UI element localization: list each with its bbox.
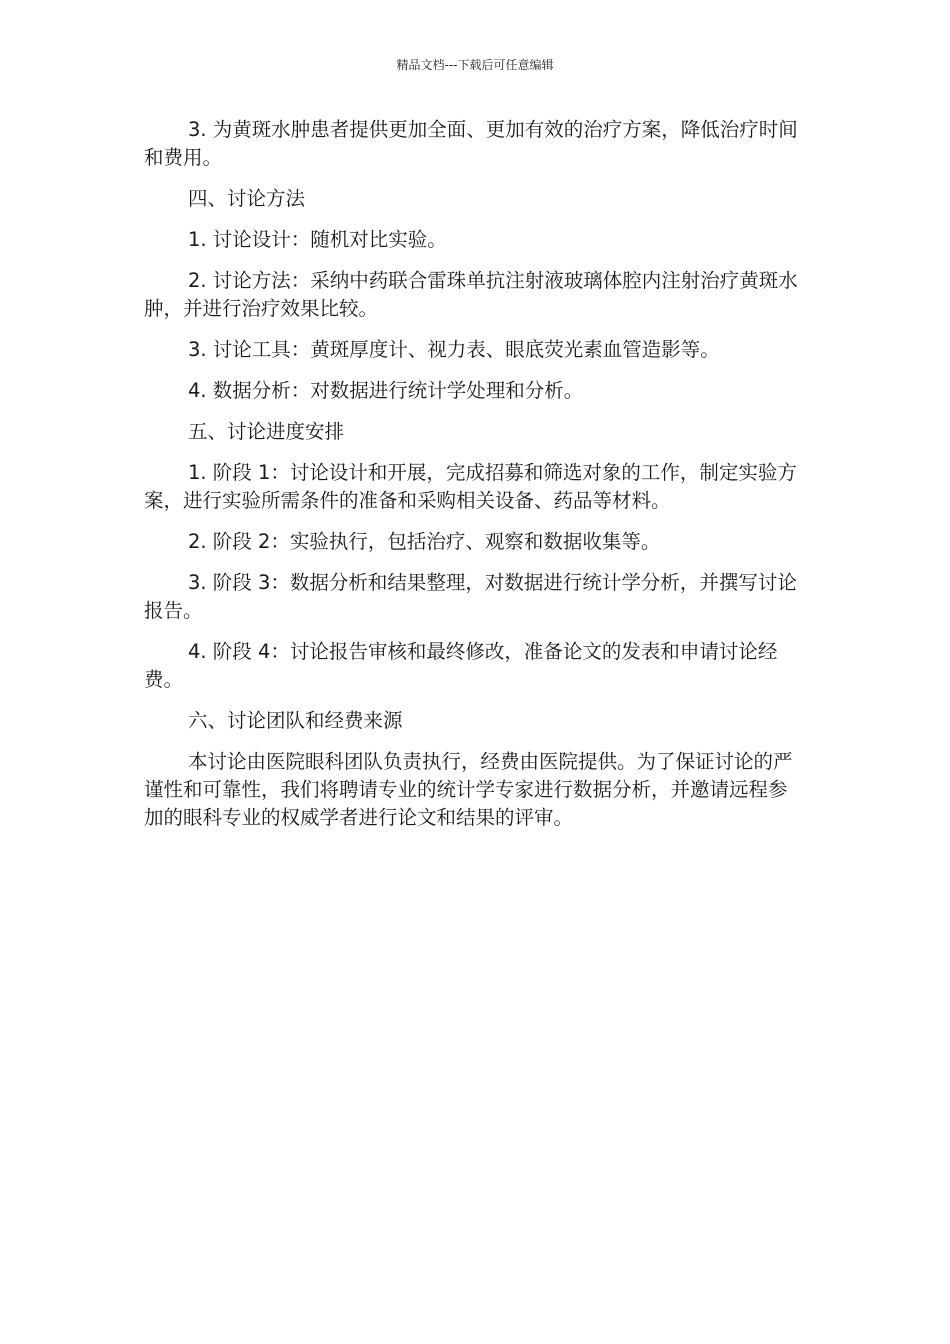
paragraph-method-design: 1. 讨论设计：随机对比实验。: [188, 228, 447, 251]
paragraph-stage-3: 3. 阶段 3：数据分析和结果整理，对数据进行统计学分析，并撰写讨论报告。: [144, 571, 797, 622]
paragraph-method-approach: 2. 讨论方法：采纳中药联合雷珠单抗注射液玻璃体腔内注射治疗黄斑水肿，并进行治疗效果比较。: [144, 269, 798, 320]
paragraph-stage-2: 2. 阶段 2：实验执行，包括治疗、观察和数据收集等。: [188, 530, 661, 553]
paragraph-method-tools: 3. 讨论工具：黄斑厚度计、视力表、眼底荧光素血管造影等。: [188, 338, 720, 361]
paragraph-method-analysis: 4. 数据分析：对数据进行统计学处理和分析。: [188, 379, 584, 402]
paragraph-team-funding: 本讨论由医院眼科团队负责执行，经费由医院提供。为了保证讨论的严谨性和可靠性，我们将聘请专业的统计学专家进行数据分析，并邀请远程参加的眼科专业的权威学者进行论文和结果的评审。: [144, 750, 793, 829]
paragraph-stage-4: 4. 阶段 4：讨论报告审核和最终修改，准备论文的发表和申请讨论经费。: [144, 640, 778, 691]
document-body: [144, 116, 798, 845]
paragraph-stage-1: 1. 阶段 1：讨论设计和开展，完成招募和筛选对象的工作，制定实验方案，进行实验所需条件的准备和采购相关设备、药品等材料。: [144, 461, 797, 512]
page-header: 精品文档---下载后可任意编辑: [396, 58, 554, 72]
section-heading-methods: 四、讨论方法: [188, 187, 306, 210]
section-heading-schedule: 五、讨论进度安排: [188, 420, 345, 443]
section-heading-team-funding: 六、讨论团队和经费来源: [188, 709, 403, 732]
paragraph-goal-3: 3. 为黄斑水肿患者提供更加全面、更加有效的治疗方案，降低治疗时间和费用。: [144, 118, 798, 169]
